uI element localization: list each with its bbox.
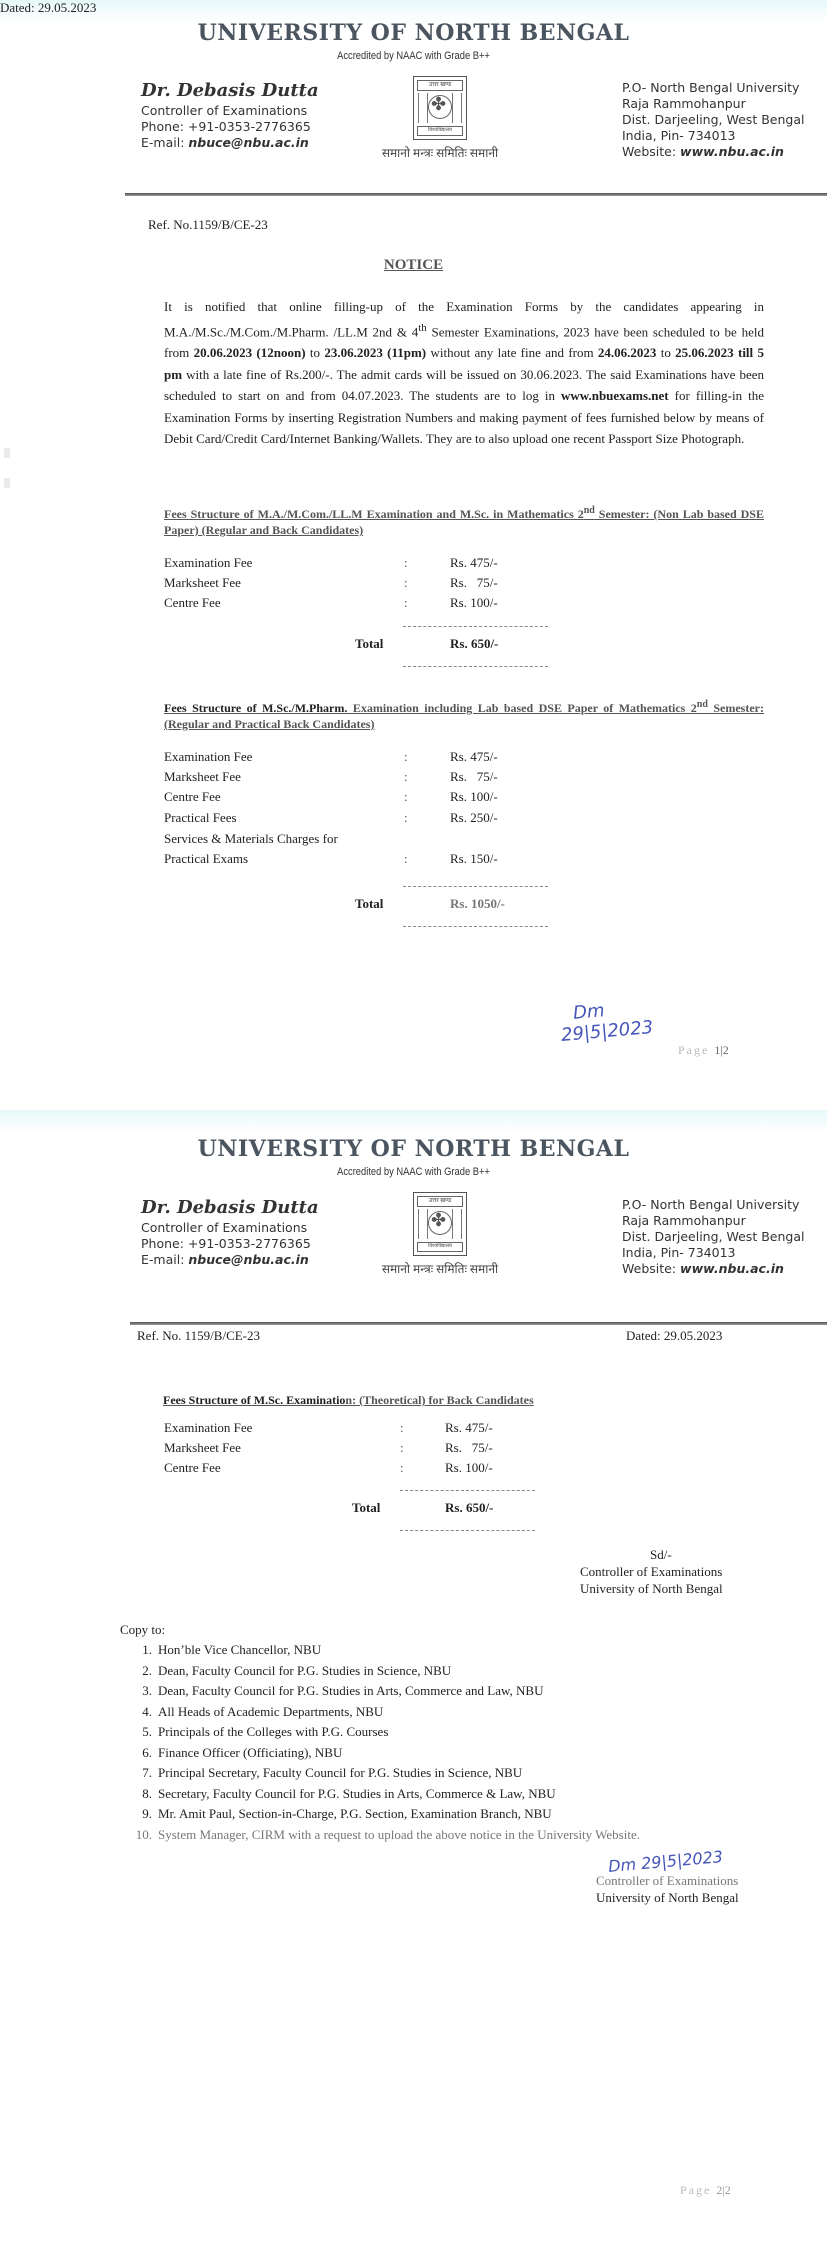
page-top-tint — [0, 0, 827, 22]
list-item: 5. Principals of the Colleges with P.G. Courses — [142, 1724, 389, 1739]
notice-title: NOTICE — [383, 257, 444, 273]
list-item: 4. All Heads of Academic Departments, NBU — [142, 1703, 384, 1719]
list-item: 6. Finance Officer (Officiating), NBU — [142, 1744, 343, 1760]
university-motto: समानो मन्त्रः समितिः समानी — [381, 146, 499, 160]
university-title: UNIVERSITY OF NORTH BENGAL — [197, 1136, 630, 1162]
website-link[interactable]: www.nbu.ac.in — [680, 144, 784, 159]
header-divider — [125, 193, 827, 196]
controller-email: E-mail: nbuce@nbu.ac.in — [141, 1252, 309, 1267]
controller-contact — [141, 80, 319, 151]
university-title: UNIVERSITY OF NORTH BENGAL — [197, 20, 630, 46]
notice-page-2: UNIVERSITY OF NORTH BENGAL Accredited by NAAC with Grade B++ Dr. Debasis Dutta Controller of Examinations Phone: +91-0353-2776365 E-mail: nbuce@nbu.ac.in उत्तर खण्ड ✤ विश्वविद्यालय समानो मन्त्रः समितिः समानी P.O- North Bengal University Raja Rammohanpur Dist. Darjeeling, West Bengal India, Pin- 734013 Website: www.nbu.ac.in Ref. No. 1159/B/CE-23 Dated: 29.05.2023 Fees Structure of M.Sc. Examination: (Theoretical) for Back Candidates Examination Fee : Rs. 475/- Marksheet Fee : Rs. 75/- Centre Fee : Rs. 100/- Total Rs. 650/- Sd/- Controller of Examinations University of North Bengal Copy to: 1. Hon’ble Vice Chancellor, NBU 2. Dean, Faculty Council for P.G. Studies in Science, NBU 3. Dean, Faculty Council for P.G. Studies in Arts, Commerce and Law, NBU 4. All Heads of Academic Departments, NBU 5. Principals of the Colleges with P.G. Courses 6. Finance Officer (Officiating), NBU 7. Principal Secretary, Faculty Council for P.G. Studies in Science, NBU 8. Secretary, Faculty Council for P.G. Studies in Arts, Commerce & Law, NBU 9. Mr. Amit Paul, Section-in-Charge, P.G. Section, Examination Branch, NBU 10. System Manager, CIRM with a request to upload the above notice in the University Website. Dm 29|5|2023 Controller of Examinations University of North Bengal Page 2|2 — [0, 1110, 827, 2245]
page-number: Page 2|2 — [680, 2183, 731, 2197]
notice-page-1: UNIVERSITY OF NORTH BENGAL Accredited by NAAC with Grade B++ Dr. Debasis Dutta Controller of Examinations Phone: +91-0353-2776365 E-mail: nbuce@nbu.ac.in उत्तर खण्ड ✤ विश्वविद्यालय समानो मन्त्रः समितिः समानी P.O- North Bengal University Raja Rammohanpur Dist. Darjeeling, West Bengal India, Pin- 734013 Website: www.nbu.ac.in Ref. No.1159/B/CE-23 Dated: 29.05.2023 NOTICE It is notified that online filling-up of the Examination Forms by the candidates appearing in M.A./M.Sc./M.Com./M.Pharm. /LL.M 2nd & 4th Semester Examinations, 2023 have been scheduled to be held from 20.06.2023 (12noon) to 23.06.2023 (11pm) without any late fine and from 24.06.2023 to 25.06.2023 till 5 pm with a late fine of Rs.200/-. The admit cards will be issued on 30.06.2023. The said Examinations have been scheduled to start on and from 04.07.2023. The students are to log in www.nbuexams.net for filling-in the Examination Forms by inserting Registration Numbers and making payment of fees furnished below by means of Debit Card/Credit Card/Internet Banking/Wallets. They are to also upload one recent Passport Size Photograph. Fees Structure of M.A./M.Com./LL.M Examination and M.Sc. in Mathematics 2nd Semester: (Non Lab based DSE Paper) (Regular and Back Candidates) Examination Fee : Rs. 475/- Marksheet Fee : Rs. 75/- Centre Fee : Rs. 100/- Total Rs. 650/- Fees Structure of M.Sc./M.Pharm. Examination including Lab based DSE Paper of Mathematics 2nd Semester: (Regular and Practical Back Candidates) Examination Fee : Rs. 475/- Marksheet Fee : Rs. 75/- Centre Fee : Rs. 100/- Practical Fees : Rs. 250/- Services & Materials Charges for Practical Exams : Rs. 150/- Total Rs. 1050/- Dm 29|5|2023 Page 1|2 — [0, 0, 827, 1110]
dashed-divider — [403, 626, 548, 627]
accreditation-line: Accredited by NAAC with Grade B++ — [337, 1166, 490, 1178]
fees-structure-2-heading: Fees Structure of M.Sc./M.Pharm. Examination including Lab based DSE Paper of Mathematics 2nd Semester: (Regular and Practical Back Candidates) — [164, 699, 764, 731]
fees-1-total: Rs. 650/- — [450, 636, 499, 651]
list-item: 7. Principal Secretary, Faculty Council for P.G. Studies in Science, NBU — [142, 1765, 523, 1780]
list-item: 1. Hon’ble Vice Chancellor, NBU — [142, 1642, 322, 1657]
dashed-divider — [400, 1490, 535, 1491]
dashed-divider — [403, 926, 548, 927]
controller-name: Dr. Debasis Dutta — [141, 1197, 319, 1218]
handwritten-signature: Dm 29|5|2023 — [560, 1000, 654, 1046]
controller-name: Dr. Debasis Dutta — [141, 80, 319, 101]
list-item: 3. Dean, Faculty Council for P.G. Studies in Arts, Commerce and Law, NBU — [142, 1683, 544, 1698]
exam-portal-link[interactable]: www.nbuexams.net — [561, 388, 669, 404]
reference-number: Ref. No.1159/B/CE-23 — [148, 217, 268, 232]
university-logo-icon: उत्तर खण्ड ✤ विश्वविद्यालय — [413, 76, 467, 140]
header-divider — [130, 1322, 827, 1325]
fees-structure-1-heading: Fees Structure of M.A./M.Com./LL.M Examination and M.Sc. in Mathematics 2nd Semester: (Non Lab based DSE Paper) (Regular and Back Candidates) — [164, 505, 764, 537]
controller-phone: Phone: +91-0353-2776365 — [141, 119, 311, 134]
controller-email: E-mail: nbuce@nbu.ac.in — [141, 135, 309, 150]
email-link[interactable]: nbuce@nbu.ac.in — [188, 135, 309, 150]
reference-number: Ref. No. 1159/B/CE-23 — [137, 1328, 261, 1343]
copy-to-list — [128, 1640, 640, 1845]
fees-1-total-label: Total — [355, 636, 384, 651]
university-motto: समानो मन्त्रः समितिः समानी — [381, 1262, 499, 1276]
closing-signature-block: Controller of Examinations University of North Bengal — [596, 1873, 739, 1905]
scan-artifact — [4, 448, 10, 458]
notice-body: It is notified that online filling-up of the Examination Forms by the candidates appearing in M.A./M.Sc./M.Com./M.Pharm. /LL.M 2nd & 4th Semester Examinations, 2023 have been scheduled to be held from 20.06.2023 (12noon) to 23.06.2023 (11pm) without any late fine and from 24.06.2023 to 25.06.2023 till 5 pm with a late fine of Rs.200/-. The admit cards will be issued on 30.06.2023. The said Examinations have been scheduled to start on and from 04.07.2023. The students are to log in www.nbuexams.net for filling-in the Examination Forms by inserting Registration Numbers and making payment of fees furnished below by means of Debit Card/Credit Card/Internet Banking/Wallets. They are to also upload one recent Passport Size Photograph. — [164, 299, 765, 447]
notice-date: Dated: 29.05.2023 — [626, 1328, 723, 1343]
fees-3-total-label: Total — [352, 1500, 381, 1515]
list-item: 10. System Manager, CIRM with a request to upload the above notice in the University Website. — [135, 1826, 640, 1842]
page-top-tint — [0, 1110, 827, 1132]
fees-structure-3-heading: Fees Structure of M.Sc. Examination: (Theoretical) for Back Candidates — [163, 1393, 534, 1407]
email-link[interactable]: nbuce@nbu.ac.in — [188, 1252, 309, 1267]
page-number: Page 1|2 — [678, 1043, 729, 1057]
scan-artifact — [4, 478, 10, 488]
signed-by-block: Sd/- Controller of Examinations University of North Bengal — [580, 1547, 723, 1596]
fees-3-total: Rs. 650/- — [445, 1500, 494, 1515]
controller-contact — [141, 1197, 319, 1268]
list-item: 9. Mr. Amit Paul, Section-in-Charge, P.G. Section, Examination Branch, NBU — [142, 1806, 552, 1821]
list-item: 2. Dean, Faculty Council for P.G. Studies in Science, NBU — [142, 1662, 452, 1678]
controller-title: Controller of Examinations — [141, 1220, 308, 1235]
university-logo-icon: उत्तर खण्ड ✤ विश्वविद्यालय — [413, 1192, 467, 1256]
notice-date: Dated: 29.05.2023 — [0, 0, 97, 15]
dashed-divider — [403, 886, 548, 887]
university-address: P.O- North Bengal University Raja Rammohanpur Dist. Darjeeling, West Bengal India, Pin- 734013 Website: www.nbu.ac.in — [622, 80, 805, 159]
list-item: 8. Secretary, Faculty Council for P.G. Studies in Arts, Commerce & Law, NBU — [142, 1785, 556, 1801]
dashed-divider — [400, 1530, 535, 1531]
controller-phone: Phone: +91-0353-2776365 — [141, 1236, 311, 1251]
university-address: P.O- North Bengal University Raja Rammohanpur Dist. Darjeeling, West Bengal India, Pin- 734013 Website: www.nbu.ac.in — [622, 1197, 805, 1276]
copy-to-title: Copy to: — [120, 1622, 166, 1637]
handwritten-signature: Dm 29|5|2023 — [607, 1847, 724, 1876]
accreditation-line: Accredited by NAAC with Grade B++ — [337, 50, 490, 62]
website-link[interactable]: www.nbu.ac.in — [680, 1261, 784, 1276]
fees-2-total-label: Total — [355, 896, 384, 911]
dashed-divider — [403, 666, 548, 667]
controller-title: Controller of Examinations — [141, 103, 308, 118]
fees-2-total: Rs. 1050/- — [450, 896, 505, 911]
